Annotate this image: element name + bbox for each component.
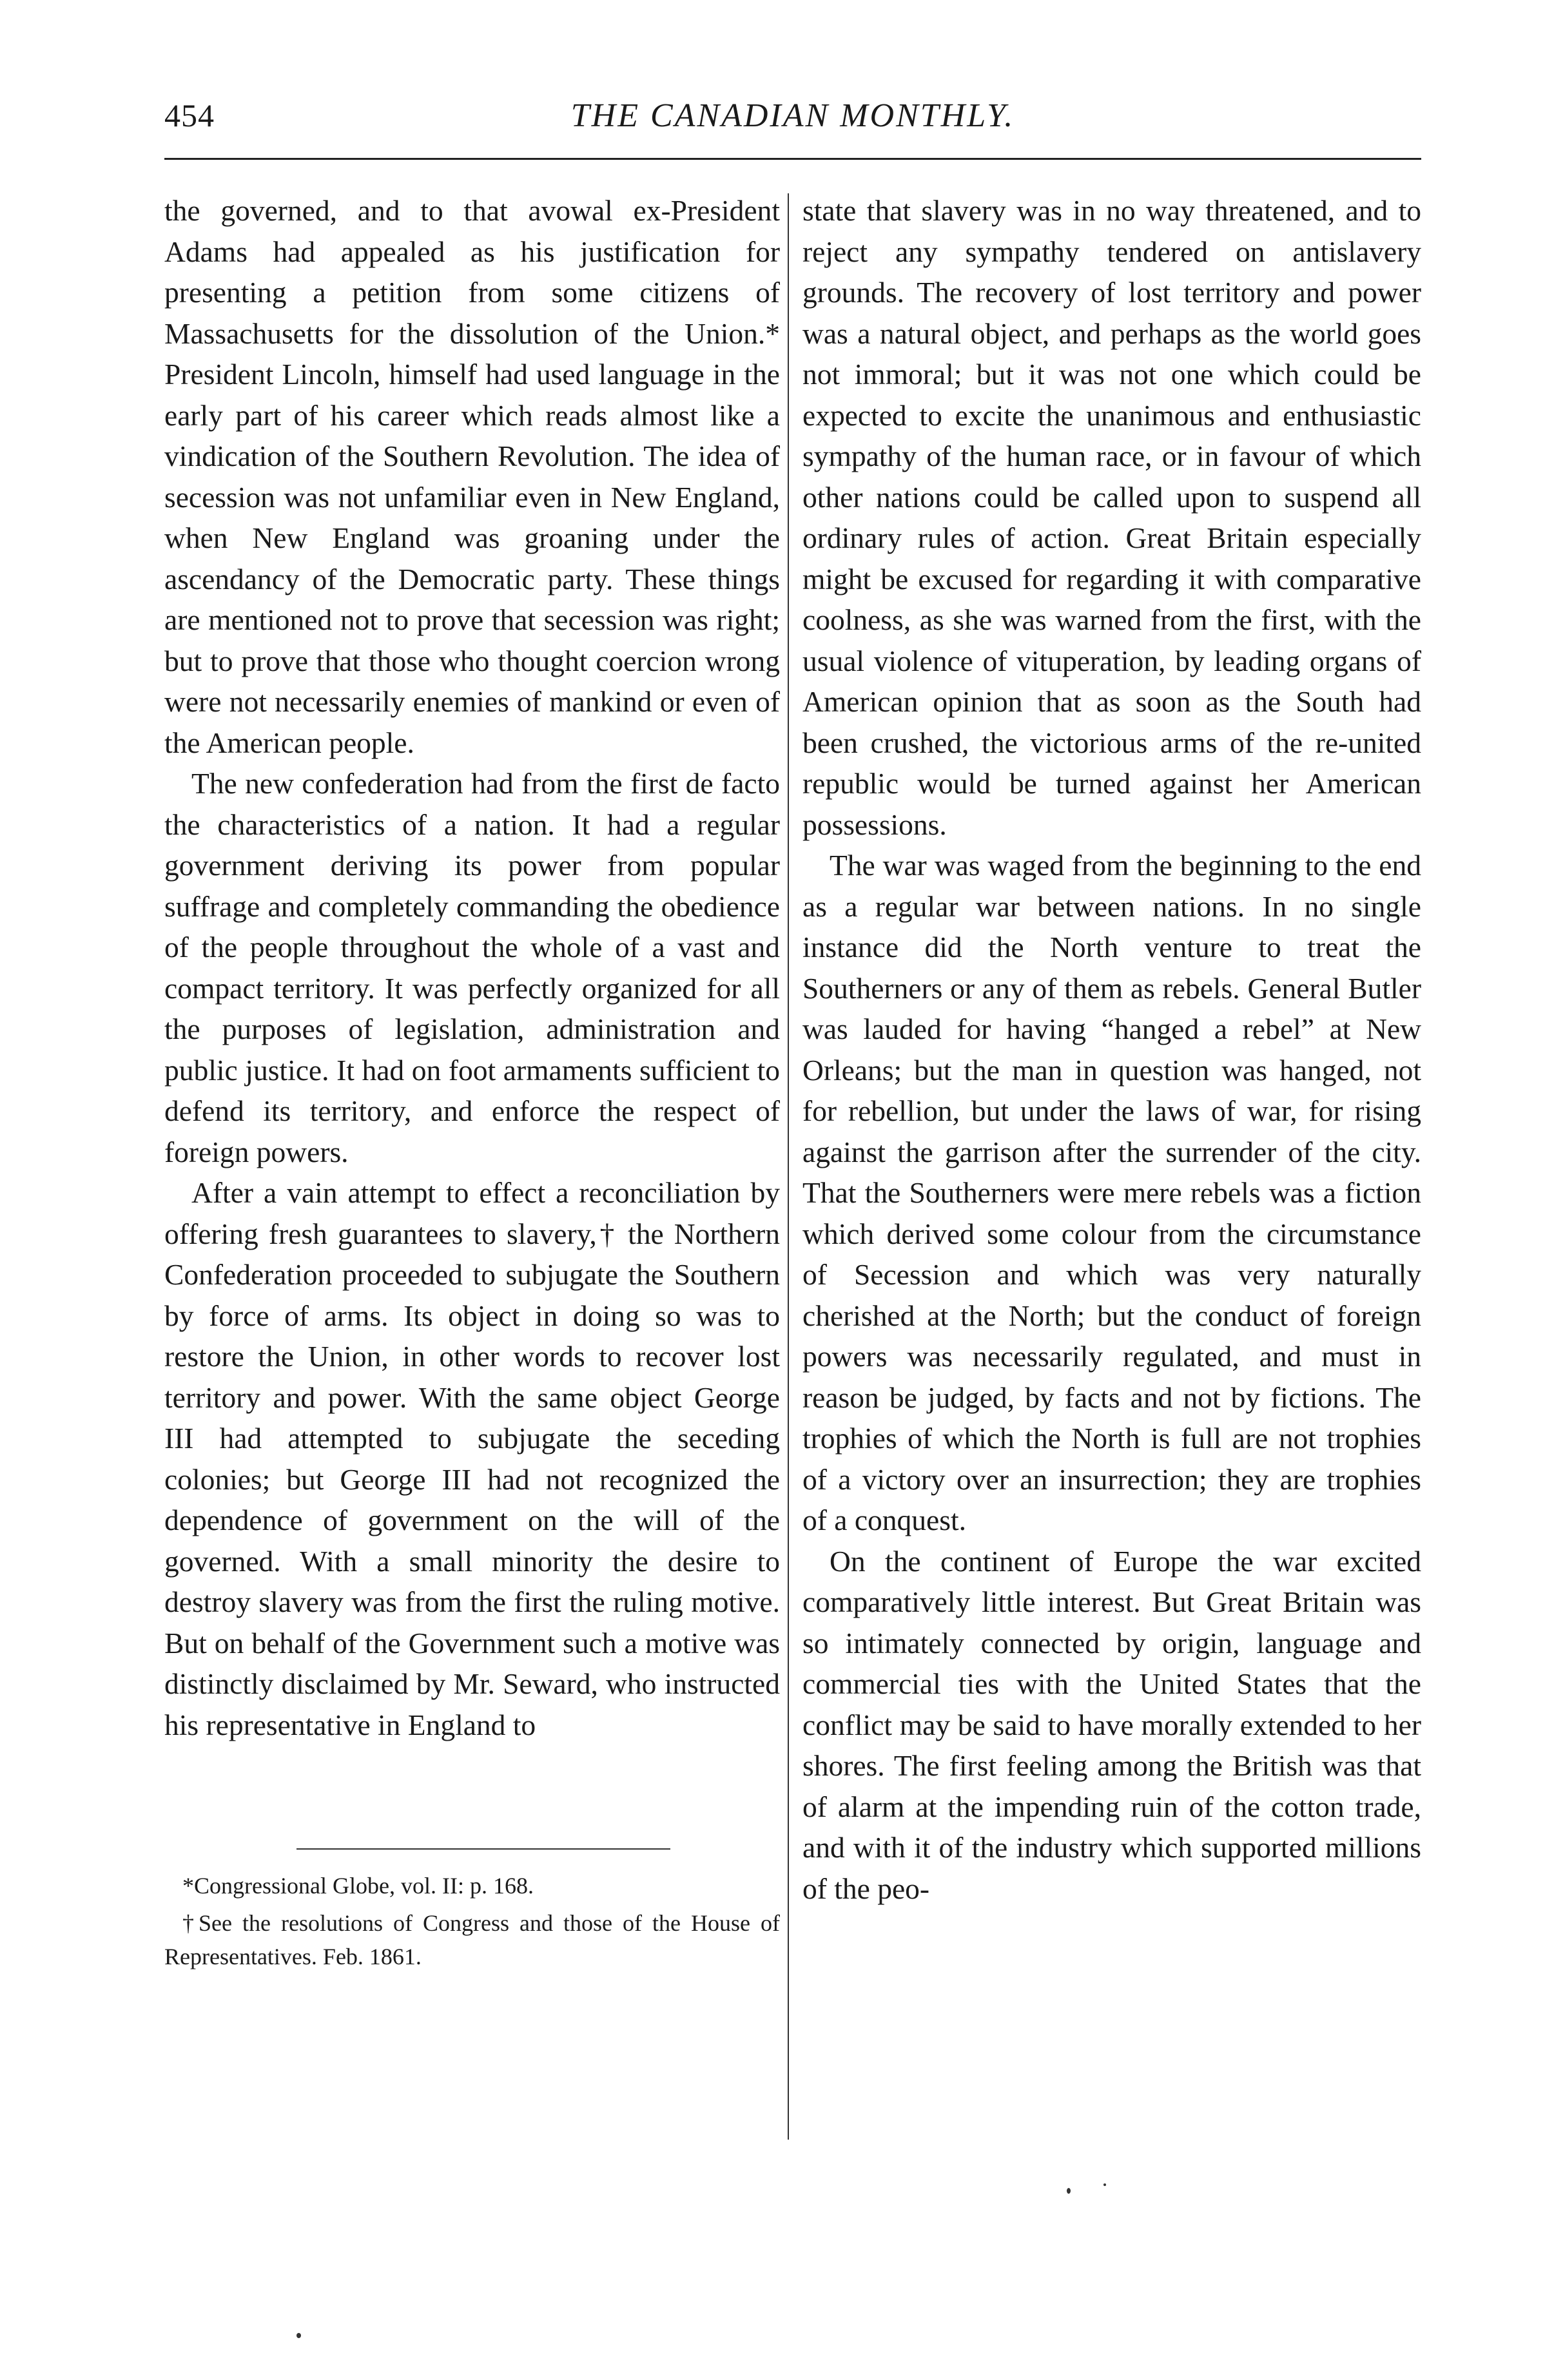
paragraph: On the continent of Europe the war excited comparatively little interest. But Great Britain was so intimately connected by origin, language and commercial ties with the United States that the conflict may be said to have morally extended to her shores. The first feeling among the British was that of alarm at the impending ruin of the cotton trade, and with it of the industry which supported millions of the peo- <box>802 1544 1421 1905</box>
page-header <box>164 97 1421 155</box>
print-speck <box>296 2333 301 2338</box>
page-number: 454 <box>164 97 215 133</box>
header-rule <box>164 158 1421 160</box>
paragraph: The new confederation had from the first de facto the characteristics of a nation. It had a regular government deriving its power from popular suffrage and completely commanding the obedience of the people throughout the whole of a vast and compact territory. It was perfectly organized for all the purposes of legislation, administration and public justice. It had on foot armaments sufficient to defend its territory, and enforce the respect of foreign powers. <box>164 767 780 1168</box>
running-title: THE CANADIAN MONTHLY. <box>570 97 1015 134</box>
column-divider <box>788 193 789 2140</box>
print-speck <box>1067 2188 1071 2194</box>
right-column <box>802 190 1421 1909</box>
footnotes <box>164 1869 780 1977</box>
footnote: †See the resolutions of Congress and those of the House of Representatives. Feb. 1861. <box>164 1910 780 1969</box>
left-column <box>164 190 780 1745</box>
paragraph: the governed, and to that avowal ex-President Adams had appealed as his justification for presenting a petition from some citizens of Massachusetts for the dissolution of the Union.* President Lincoln, himself had used language in the early part of his career which reads almost like a vindication of the Southern Revolution. The idea of secession was not unfamiliar even in New England, when New England was groaning under the ascendancy of the Democratic party. These things are mentioned not to prove that secession was right; but to prove that those who thought coercion wrong were not necessarily enemies of mankind or even of the American people. <box>164 194 780 759</box>
footnote: *Congressional Globe, vol. II: p. 168. <box>182 1873 534 1899</box>
paragraph: state that slavery was in no way threatened, and to reject any sympathy tendered on antislavery grounds. The recovery of lost territory and power was a natural object, and perhaps as the world goes not immoral; but it was not one which could be expected to excite the unanimous and enthusiastic sympathy of the human race, or in favour of which other nations could be called upon to suspend all ordinary rules of action. Great Britain especially might be excused for regarding it with comparative coolness, as she was warned from the first, with the usual violence of vituperation, by leading organs of American opinion that as soon as the South had been crushed, the victorious arms of the re-united republic would be turned against her American possessions. <box>802 194 1421 841</box>
paragraph: After a vain attempt to effect a reconciliation by offering fresh guarantees to slavery,† the Northern Confederation proceeded to subjugate the Southern by force of arms. Its object in doing so was to restore the Union, in other words to recover lost territory and power. With the same object George III had attempted to subjugate the seceding colonies; but George III had not recognized the dependence of government on the will of the governed. With a small minority the desire to destroy slavery was from the first the ruling motive. But on behalf of the Government such a motive was distinctly disclaimed by Mr. Seward, who instructed his representative in England to <box>164 1176 780 1741</box>
footnote-rule <box>296 1848 670 1850</box>
print-speck <box>1103 2183 1106 2186</box>
paragraph: The war was waged from the beginning to the end as a regular war between nations. In no single instance did the North venture to treat the Southerners or any of them as rebels. General Butler was lauded for having “hanged a rebel” at New Orleans; but the man in question was hanged, not for rebellion, but under the laws of war, for rising against the garrison after the surrender of the city. That the Southerners were mere rebels was a fiction which derived some colour from the circumstance of Secession and which was very naturally cherished at the North; but the conduct of foreign powers was necessarily regulated, and must in reason be judged, by facts and not by fictions. The trophies of which the North is full are not trophies of a victory over an insurrection; they are trophies of a conquest. <box>802 849 1421 1536</box>
